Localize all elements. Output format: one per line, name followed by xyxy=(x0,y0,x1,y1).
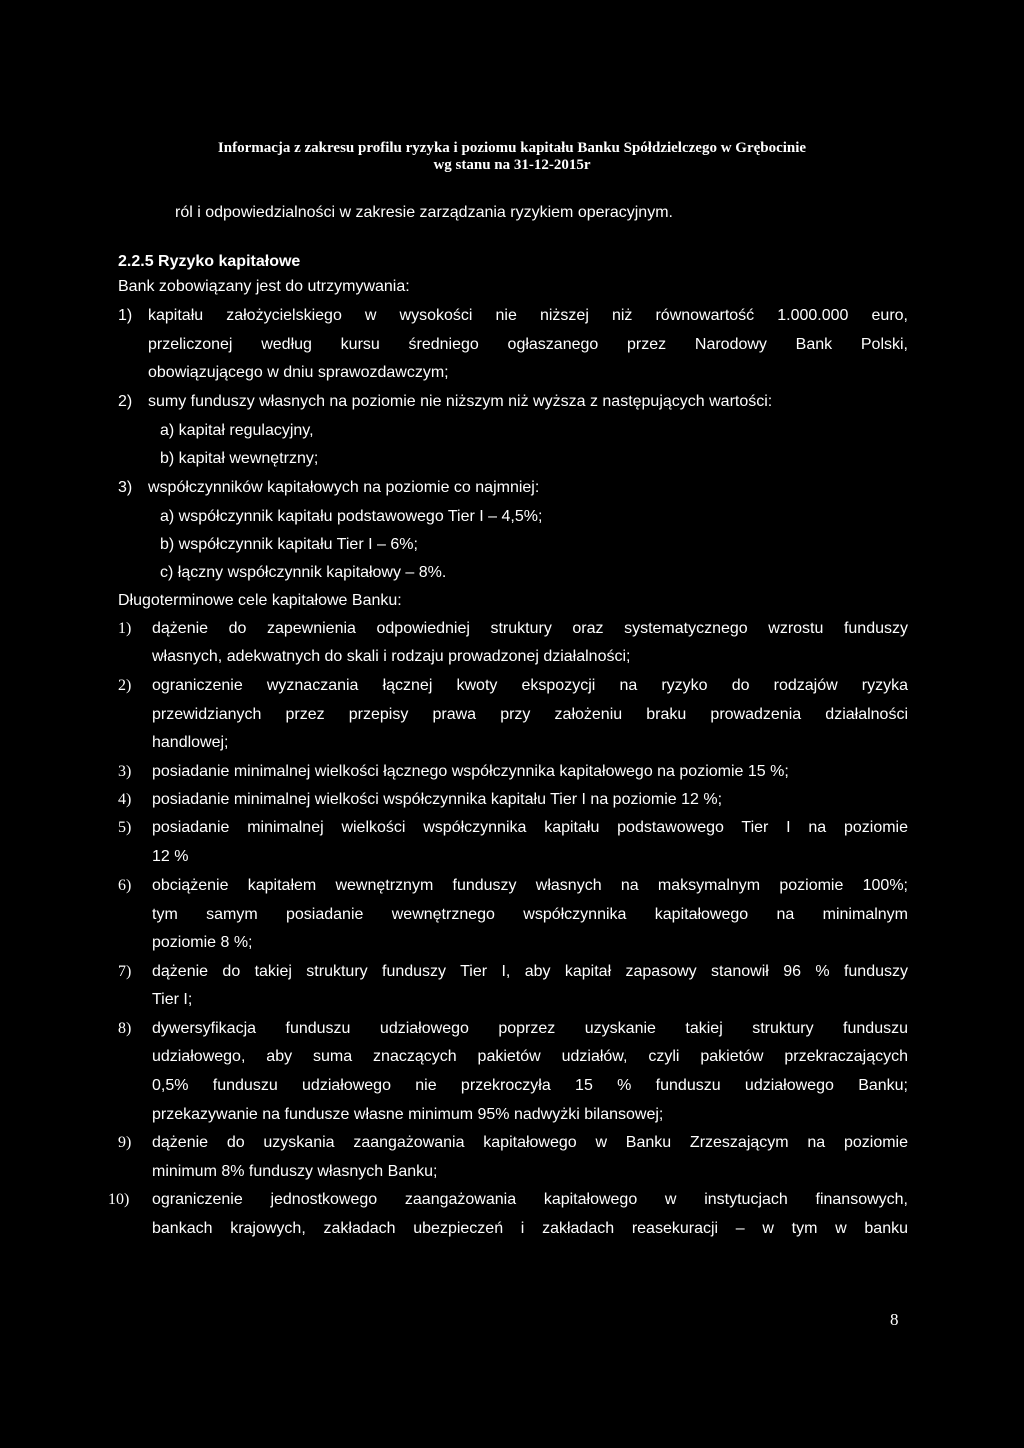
goal-text: ograniczenie wyznaczania łącznej kwoty ekspozycji na ryzyko do rodzajów ryzyka xyxy=(152,677,908,694)
goal-text: udziałowego, aby suma znaczących pakietów udziałów, czyli pakietów przekraczających xyxy=(152,1048,908,1065)
goal-number: 7) xyxy=(118,963,132,980)
goal-number: 5) xyxy=(118,819,132,836)
goal-text: dążenie do uzyskania zaangażowania kapitałowego w Banku Zrzeszającym na poziomie xyxy=(152,1134,908,1151)
list-item-text: kapitału założycielskiego w wysokości nie niższej niż równowartość 1.000.000 euro, xyxy=(148,307,908,324)
goal-text: 12 % xyxy=(152,848,189,865)
section-title: 2.2.5 Ryzyko kapitałowe xyxy=(118,253,301,270)
goal-text: przewidzianych przez przepisy prawa przy założeniu braku prowadzenia działalności xyxy=(152,706,908,723)
goal-text: dążenie do zapewnienia odpowiedniej struktury oraz systematycznego wzrostu funduszy xyxy=(152,620,908,637)
list-item-text: obowiązującego w dniu sprawozdawczym; xyxy=(148,364,449,381)
goal-text: 0,5% funduszu udziałowego nie przekroczyła 15 % funduszu udziałowego Banku; xyxy=(152,1077,908,1094)
sub-item: b) kapitał wewnętrzny; xyxy=(160,450,319,467)
goal-text: posiadanie minimalnej wielkości łącznego współczynnika kapitałowego na poziomie 15 %; xyxy=(152,763,789,780)
goal-text: tym samym posiadanie wewnętrznego współczynnika kapitałowego na minimalnym xyxy=(152,906,908,923)
list-item-text: przeliczonej według kursu średniego ogłaszanego przez Narodowy Bank Polski, xyxy=(148,336,908,353)
goal-text: własnych, adekwatnych do skali i rodzaju prowadzonej działalności; xyxy=(152,648,631,665)
goal-text: handlowej; xyxy=(152,734,229,751)
goal-text: bankach krajowych, zakładach ubezpieczeń i zakładach reasekuracji – w tym w banku xyxy=(152,1220,908,1237)
goal-text: ograniczenie jednostkowego zaangażowania kapitałowego w instytucjach finansowych, xyxy=(152,1191,908,1208)
goal-number: 6) xyxy=(118,877,132,894)
goal-text: posiadanie minimalnej wielkości współczynnika kapitału Tier I na poziomie 12 %; xyxy=(152,791,723,808)
goal-number: 4) xyxy=(118,791,132,808)
goal-text: dywersyfikacja funduszu udziałowego poprzez uzyskanie takiej struktury funduszu xyxy=(152,1020,908,1037)
list-number: 1) xyxy=(118,307,133,324)
list-item-text: współczynników kapitałowych na poziomie co najmniej: xyxy=(148,479,540,496)
sub-item: a) kapitał regulacyjny, xyxy=(160,422,314,439)
list-number: 2) xyxy=(118,393,133,410)
goal-number: 1) xyxy=(118,620,132,637)
goal-text: poziomie 8 %; xyxy=(152,934,253,951)
list-item-text: sumy funduszy własnych na poziomie nie niższym niż wyższa z następujących wartości: xyxy=(148,393,773,410)
goal-text: dążenie do takiej struktury funduszy Tier I, aby kapitał zapasowy stanowił 96 % funduszy xyxy=(152,963,908,980)
goal-text: Tier I; xyxy=(152,991,193,1008)
list-number: 3) xyxy=(118,479,133,496)
sub-item: b) współczynnik kapitału Tier I – 6%; xyxy=(160,536,418,553)
goal-text: minimum 8% funduszy własnych Banku; xyxy=(152,1163,438,1180)
page-number: 8 xyxy=(890,1310,899,1329)
goal-number: 3) xyxy=(118,763,132,780)
header-title: Informacja z zakresu profilu ryzyka i poziomu kapitału Banku Spółdzielczego w Grębocinie xyxy=(217,140,807,156)
goal-number: 2) xyxy=(118,677,132,694)
goal-number: 10) xyxy=(108,1191,130,1208)
page-header xyxy=(0,140,1024,174)
sub-item: a) współczynnik kapitału podstawowego Tier I – 4,5%; xyxy=(160,508,543,525)
goal-number: 8) xyxy=(118,1020,132,1037)
goals-title: Długoterminowe cele kapitałowe Banku: xyxy=(118,592,402,609)
goal-text: posiadanie minimalnej wielkości współczynnika kapitału podstawowego Tier I na poziomie xyxy=(152,819,908,836)
sub-item: c) łączny współczynnik kapitałowy – 8%. xyxy=(160,564,447,581)
section-lead: Bank zobowiązany jest do utrzymywania: xyxy=(118,278,410,295)
intro-text: ról i odpowiedzialności w zakresie zarządzania ryzykiem operacyjnym. xyxy=(175,204,673,221)
goal-text: przekazywanie na fundusze własne minimum 95% nadwyżki bilansowej; xyxy=(152,1106,664,1123)
goal-number: 9) xyxy=(118,1134,132,1151)
header-date: wg stanu na 31-12-2015r xyxy=(433,157,591,173)
goal-text: obciążenie kapitałem wewnętrznym funduszy własnych na maksymalnym poziomie 100%; xyxy=(152,877,908,894)
